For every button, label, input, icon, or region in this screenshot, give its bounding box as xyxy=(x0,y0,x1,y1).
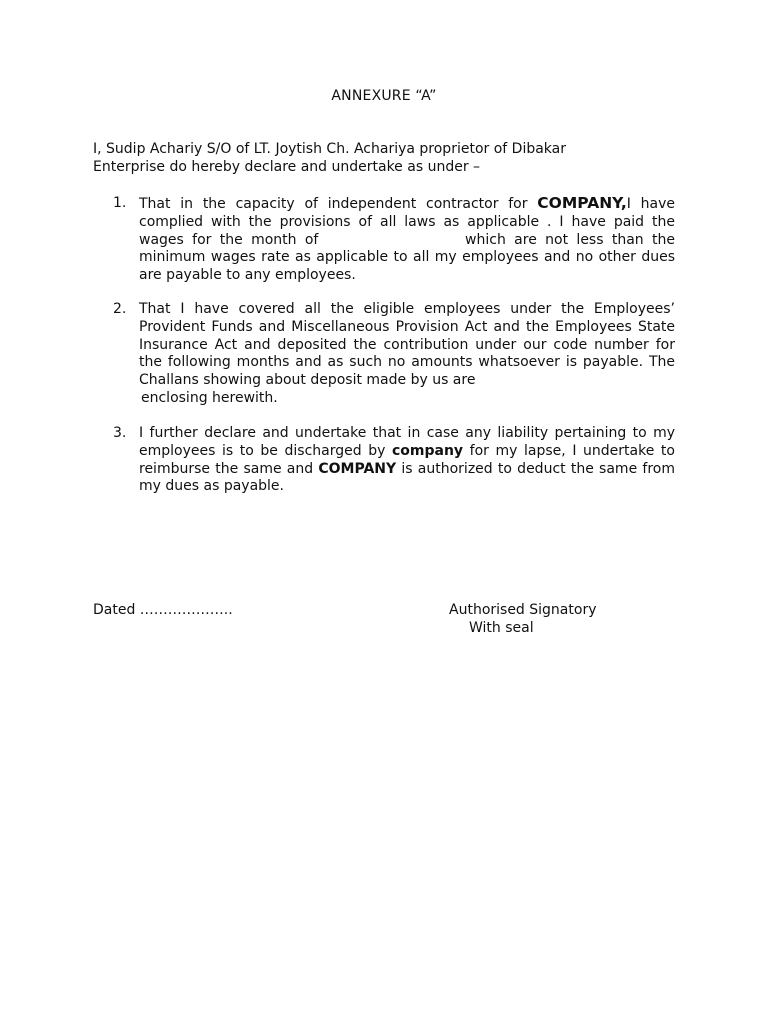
declaration-item-1 xyxy=(113,195,675,285)
item-text-part: That in the capacity of independent contractor for xyxy=(139,196,528,212)
item-number: 2. xyxy=(113,301,127,317)
item-text-part: for my lapse, I undertake to reimburse the same and xyxy=(139,442,675,477)
item-number: 1. xyxy=(113,195,127,211)
with-seal: With seal xyxy=(469,620,534,636)
company-name: COMPANY xyxy=(318,460,397,477)
item-text: That I have covered all the eligible employees under the Employees’ Provident Funds and Miscellaneous Provision Act and the Employees State Insurance Act and deposited the contribution under our code number for the following months and as such no amounts whatsoever is payable. The Challans showing about deposit made by us are xyxy=(139,301,675,389)
company-name: COMPANY, xyxy=(537,194,627,212)
item-text-part: which are not less than the minimum wages rate as applicable to all my employees and no other dues are payable to any employees. xyxy=(139,231,675,284)
item-text-part: I have complied with the provisions of all laws as applicable . I have paid the wages for the month of xyxy=(139,196,675,248)
authorised-signatory: Authorised Signatory xyxy=(449,602,597,618)
annexure-title: ANNEXURE “A” xyxy=(331,88,437,104)
item-text xyxy=(139,195,675,285)
dated-line: Dated ……………….. xyxy=(93,602,233,618)
item-text-part: I further declare and undertake that in case any liability pertaining to my employees is to be discharged by xyxy=(139,425,675,459)
declaration-item-2 xyxy=(113,301,675,408)
intro-line-1: I, Sudip Achariy S/O of LT. Joytish Ch. Achariya proprietor of Dibakar xyxy=(93,141,566,157)
intro-line-2: Enterprise do hereby declare and undertake as under – xyxy=(93,158,481,175)
item-continuation: enclosing herewith. xyxy=(141,389,278,406)
item-number: 3. xyxy=(113,425,127,441)
declaration-intro xyxy=(93,141,675,177)
company-name-lower: company xyxy=(391,442,464,459)
declaration-item-3 xyxy=(113,425,675,496)
item-text-part: is authorized to deduct the same from my dues as payable. xyxy=(139,460,675,495)
item-text xyxy=(139,425,675,496)
